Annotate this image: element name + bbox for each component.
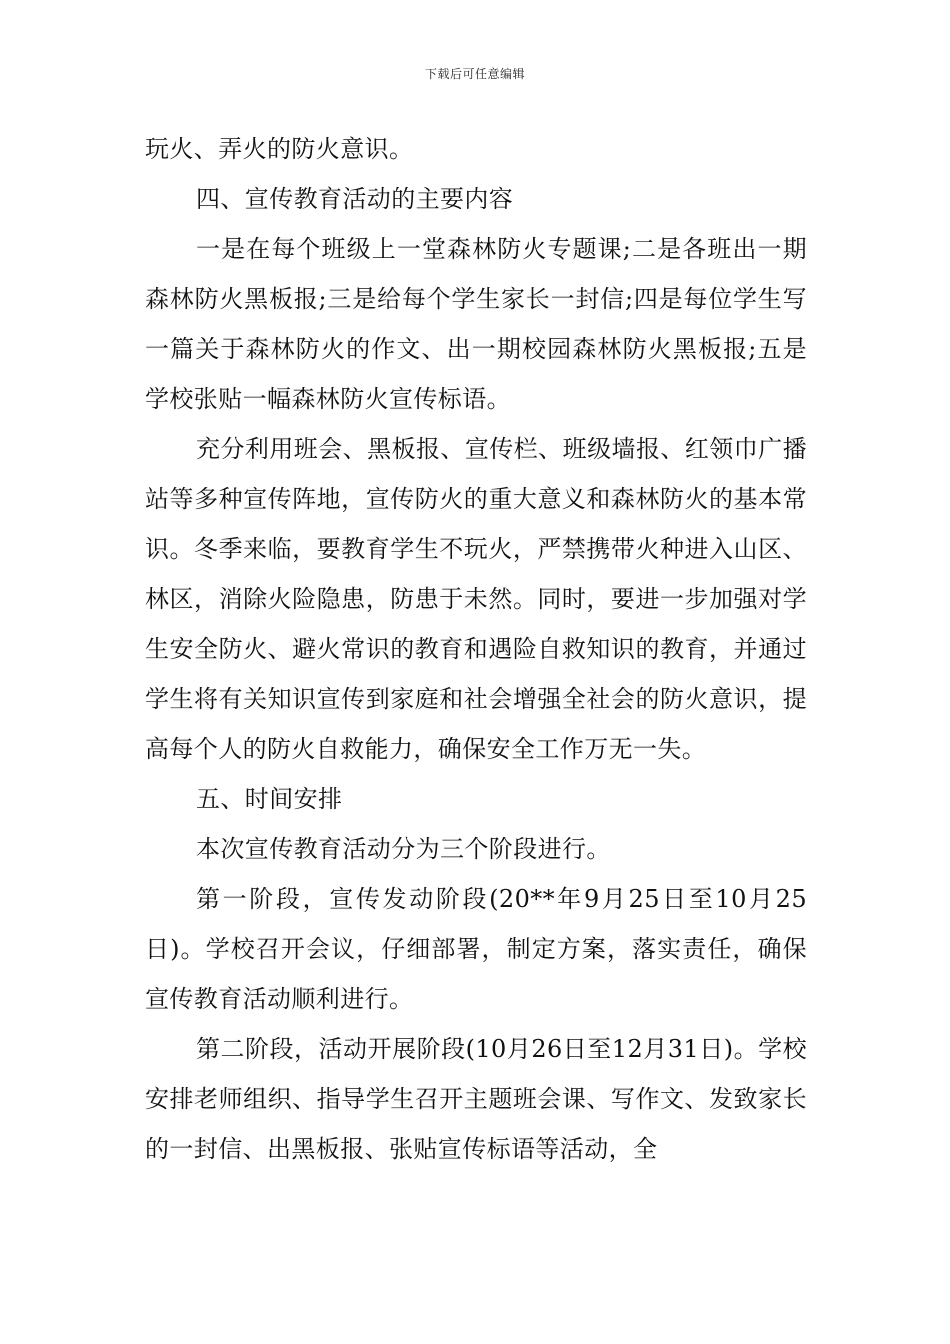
paragraph-stages-intro: 本次宣传教育活动分为三个阶段进行。 bbox=[196, 835, 611, 863]
paragraph-stage-2: 第二阶段，活动开展阶段(10月26日至12月31日)。学校安排老师组织、指导学生召开主题班会课、写作文、发致家长的一封信、出黑板报、张贴宣传标语等活动，全 bbox=[145, 1035, 807, 1163]
paragraph-activities: 一是在每个班级上一堂森林防火专题课;二是各班出一期森林防火黑板报;三是给每个学生家长一封信;四是每位学生写一篇关于森林防火的作文、出一期校园森林防火黑板报;五是学校张贴一幅森林防火宣传标语。 bbox=[145, 235, 807, 413]
section-heading-5: 五、时间安排 bbox=[196, 785, 343, 813]
page-header: 下载后可任意编辑 bbox=[424, 67, 525, 81]
document-body bbox=[145, 124, 807, 1174]
section-heading-4: 四、宣传教育活动的主要内容 bbox=[196, 185, 514, 213]
paragraph-1: 玩火、弄火的防火意识。 bbox=[145, 135, 414, 163]
paragraph-publicity: 充分利用班会、黑板报、宣传栏、班级墙报、红领巾广播站等多种宣传阵地，宣传防火的重大意义和森林防火的基本常识。冬季来临，要教育学生不玩火，严禁携带火种进入山区、林区，消除火险隐患，防患于未然。同时，要进一步加强对学生安全防火、避火常识的教育和遇险自救知识的教育，并通过学生将有关知识宣传到家庭和社会增强全社会的防火意识，提高每个人的防火自救能力，确保安全工作万无一失。 bbox=[145, 435, 807, 763]
paragraph-stage-1: 第一阶段，宣传发动阶段(20**年9月25日至10月25日)。学校召开会议，仔细部署，制定方案，落实责任，确保宣传教育活动顺利进行。 bbox=[145, 885, 807, 1013]
